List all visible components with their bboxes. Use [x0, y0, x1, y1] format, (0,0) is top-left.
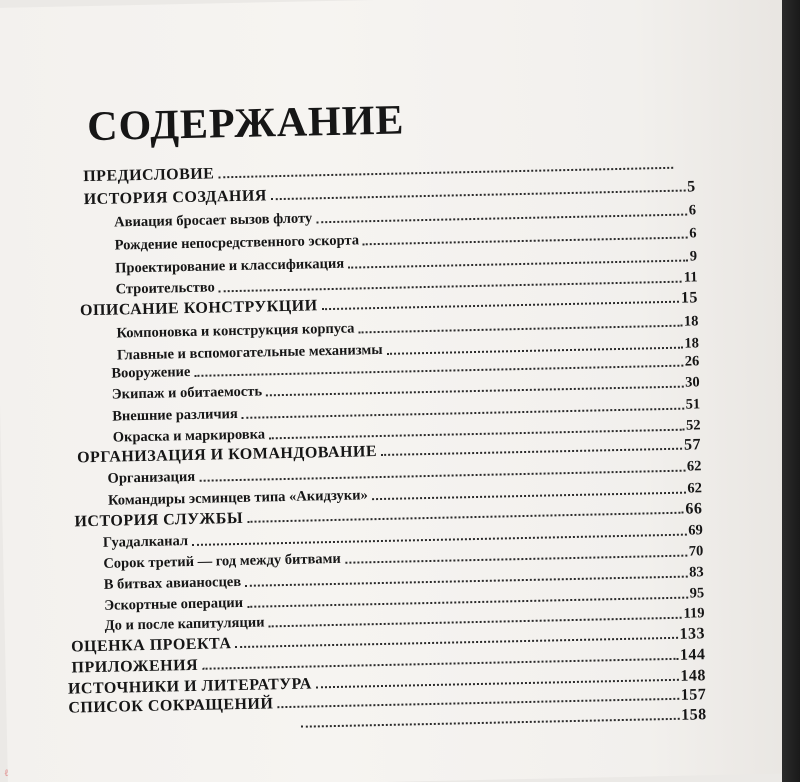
toc-entry-page-number: 18	[684, 335, 700, 352]
toc-entry-label: Авиация бросает вызов флоту	[114, 210, 313, 231]
dot-leader	[345, 555, 687, 564]
toc-entry-page-number: 11	[683, 269, 698, 286]
dot-leader	[322, 301, 679, 310]
dot-leader	[271, 190, 685, 201]
toc-entry-page-number: 6	[689, 225, 697, 242]
toc-entry-page-number: 95	[689, 585, 705, 602]
toc-entry-label: В битвах авианосцев	[103, 573, 242, 593]
toc-entry-label: Строительство	[115, 279, 215, 298]
toc-entry-label: Окраска и маркировка	[112, 426, 266, 446]
toc-entry-label: СПИСОК СОКРАЩЕНИЙ	[68, 695, 274, 717]
dot-leader	[381, 448, 682, 456]
toc-entry-page-number: 52	[685, 417, 701, 434]
dot-leader	[363, 237, 687, 246]
toc-entry-label: ИСТОЧНИКИ И ЛИТЕРАТУРА	[67, 675, 313, 698]
toc-entry-page-number: 62	[687, 480, 703, 497]
toc-entry-label: ПРЕДИСЛОВИЕ	[83, 165, 215, 186]
toc-entry-page-number: 70	[688, 543, 704, 560]
toc-entry-page-number: 6	[688, 202, 697, 219]
toc-entry-page-number: 57	[683, 436, 702, 454]
toc-entry-label: До и после капитуляции	[104, 614, 265, 634]
toc-entry-label: Сорок третий — год между битвами	[103, 550, 341, 572]
dot-leader	[218, 167, 673, 179]
toc-entry-label: Эскортные операции	[104, 594, 244, 614]
toc-entry-label: ОПИСАНИЕ КОНСТРУКЦИИ	[79, 297, 318, 320]
toc-entry-page-number: 69	[688, 522, 703, 539]
dot-leader	[359, 325, 683, 334]
toc-entry-label: ИСТОРИЯ СОЗДАНИЯ	[83, 187, 268, 209]
toc-entry-label: ИСТОРИЯ СЛУЖБЫ	[74, 509, 244, 531]
toc-entry-label: ОРГАНИЗАЦИЯ И КОМАНДОВАНИЕ	[76, 443, 378, 467]
toc-entry-page-number: 5	[686, 178, 696, 196]
toc-entry-page-number: 15	[680, 289, 699, 307]
page-mark: ℓ	[4, 768, 9, 779]
toc-entry-page-number: 18	[683, 313, 699, 330]
toc-entry-page-number: 66	[685, 500, 703, 518]
toc-entry-label: Гуадалканал	[102, 533, 189, 551]
toc-entry-page-number: 26	[684, 353, 700, 370]
dot-leader	[266, 386, 683, 397]
toc-entry-page-number: 9	[689, 248, 698, 265]
toc-entry-page-number: 62	[686, 458, 702, 475]
toc-entry-label: Экипаж и обитаемость	[111, 383, 263, 403]
toc-entry-label: Главные и вспомогательные механизмы	[116, 341, 383, 364]
toc-entry-label: Компоновка и конструкция корпуса	[116, 320, 355, 342]
toc-entry-page-number: 83	[689, 564, 704, 581]
page-title: СОДЕРЖАНИЕ	[86, 97, 405, 151]
toc-entry-label: Вооружение	[111, 363, 191, 382]
toc-entry-page-number: 144	[679, 646, 706, 664]
dot-leader	[301, 718, 679, 728]
dot-leader	[348, 260, 688, 269]
book-cover-edge	[782, 0, 800, 782]
toc-entry-label: ПРИЛОЖЕНИЯ	[71, 656, 199, 677]
toc-entry-label: Командиры эсминцев типа «Акидзуки»	[107, 487, 368, 509]
dot-leader	[316, 214, 687, 224]
toc-entry-label: Рождение непосредственного эскорта	[114, 232, 360, 254]
toc-entry-page-number: 133	[679, 625, 706, 643]
toc-entry-page-number: 30	[685, 374, 700, 391]
toc-entry-page-number: 148	[680, 667, 707, 685]
toc-entry-page-number: 158	[680, 706, 707, 724]
toc-entry-label: Организация	[107, 468, 196, 487]
toc-entry-label: ОЦЕНКА ПРОЕКТА	[70, 635, 232, 656]
toc-entry-label: Проектирование и классификация	[115, 255, 345, 277]
toc-entry-page-number: 51	[685, 396, 701, 413]
toc-entry-label: Внешние различия	[112, 405, 238, 425]
toc-entry-page-number: 157	[680, 686, 707, 704]
toc-entry-page-number: 119	[683, 605, 705, 622]
